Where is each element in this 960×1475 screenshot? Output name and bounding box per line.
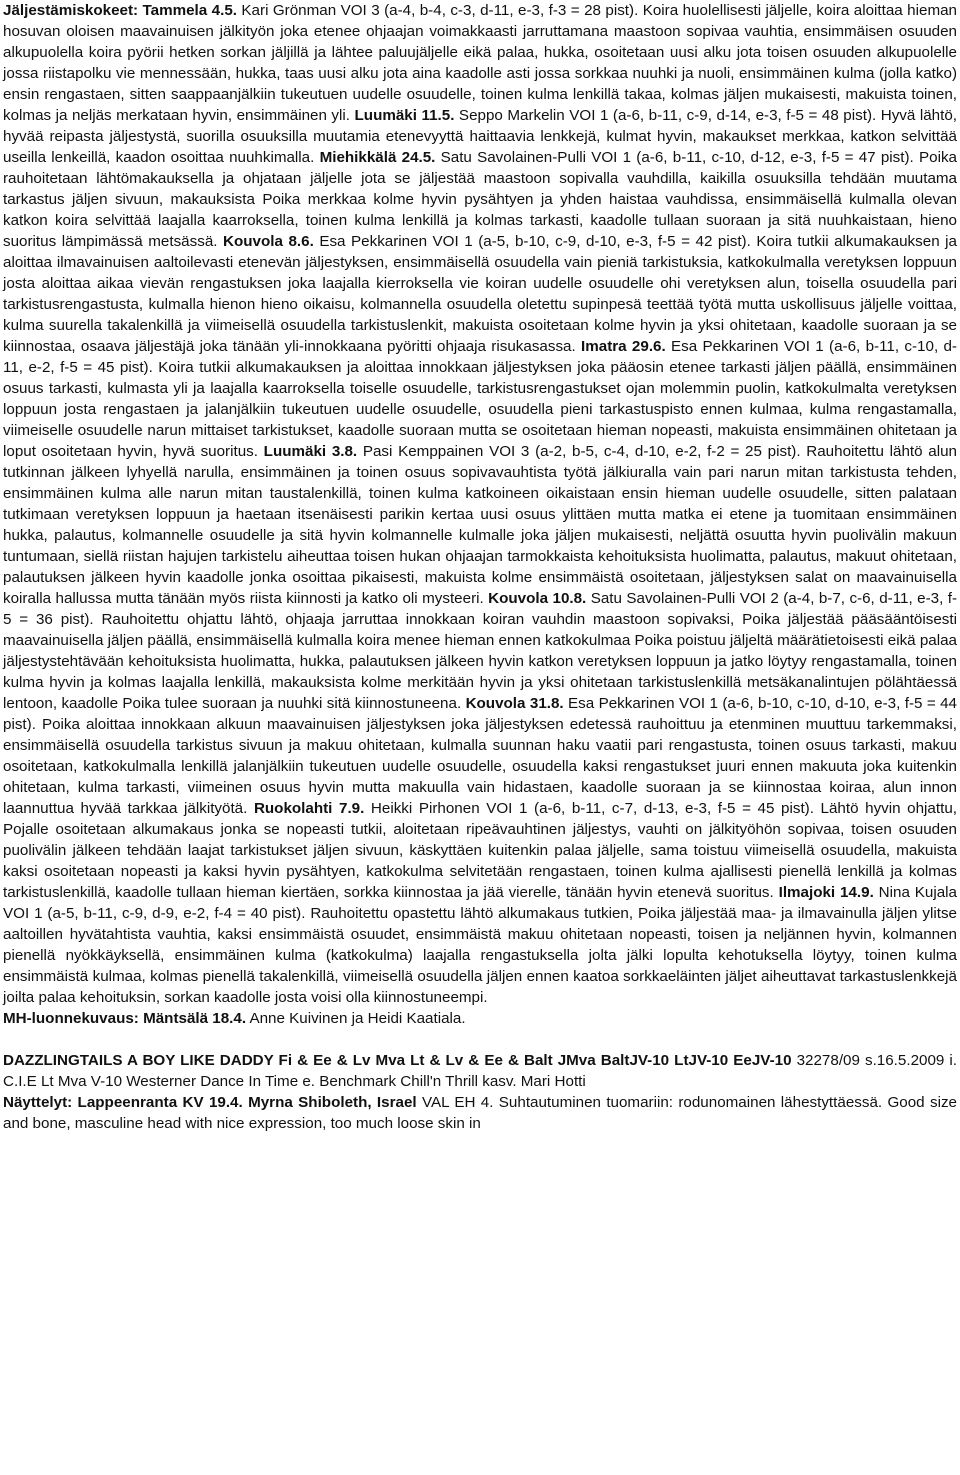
bold-heading-run: Ilmajoki 14.9. (778, 884, 874, 901)
text-run: Nina Kujala VOI 1 (a-5, b-11, c-9, d-9, e-2, f-4 = 40 pist). Rauhoitettu opastettu lähtö alkumakaus tutkien, Poika jäljestää maa- ja ilmavainulla jäljen ylitse aaltoillen hyvätahtista vauhtia, kaksi ensimmäistä osuudet, ensimmäistä makuu ohitetaan nopeasti, toisen ja neljännen hyvin, kolmannen pienellä nyökkäyksellä, ensimmäinen kulma (katkokulma) laajalla rengastuksella jolta jälki lopulta kehotuksella löytyy, toinen kulma ensimmäistä kulmaa, kolmas pienellä takalenkillä, viimeisellä osuudella jäljen ennen kaatoa sorkkaeläinten jäljet aiheuttavat tarkastuslenkkejä joilta palaa kehoituksin, sorkan kaadolle josta voisi olla kiinnostuneempi. (3, 884, 957, 1006)
bold-heading-run: Luumäki 11.5. (354, 107, 455, 124)
trial-results-paragraph (3, 0, 957, 1008)
text-run: Pasi Kemppainen VOI 3 (a-2, b-5, c-4, d-10, e-2, f-2 = 25 pist). Rauhoitettu lähtö alun tutkinnan jälkeen lyhyellä narulla, ensimmäinen ja toinen osuus sopivavauhtista työtä jälkiuralla vain pari narun mitan tarkistusta tehden, ensimmäinen kulma alle narun mitan taustalenkillä, toinen kulma katkoineen oikaistaan ensin hieman uudelle osuudelle, sitten palataan tutkimaan veretyksen loppuun ja haetaan itsenäisesti parikin kertaa uusi osuus ylittäen mutta matka ei etene ja tuomitaan ensimmäinen hukka, palautus, kolmannelle osuudelle ja sitä hyvin kolmannelle kulmalle joka jäljen mukaisesti, neljättä osuutta hyvin puolivälin makuun tuntumaan, siellä riistan hajujen tarkistelu aiheuttaa toisen hukan ohjaajan tarmokkaista kehoituksista huolimatta, palautus, makuut ohitetaan, palautuksen jälkeen hyvin kaadolle jonka osoittaa pikaisesti, makuista kolme ensimmäistä osoitetaan, jäljestyksen salat on maavainuisella koiralla hallussa mutta tänään myös riista kiinnosti ja katko oli mysteeri. (3, 443, 957, 607)
text-run: 32278/09 s.16.5.2009 i. C.I.E Lt Mva V-10 Westerner Dance In Time e. Benchmark Chill'n Thrill kasv. Mari Hotti (3, 1052, 957, 1090)
text-run: Satu Savolainen-Pulli VOI 1 (a-6, b-11, c-10, d-12, e-3, f-5 = 47 pist). Poika rauhoitetaan lähtömakauksella ja ohjataan jäljelle jota se jäljestää maastoon sopivalla vauhdilla, kaikilla osuuksilla tehdään muutama tarkastus jäljen sivuun, makauksista Poika merkkaa kolme hyvin pysähtyen ja yhden haistaa vauhdissa, ensimmäisellä kulmalla olevan katkon koira selvittää laajalla kaarroksella, toinen kulma lenkillä ja kolmas tarkasti, kaadolle tullaan suoraan ja sitä nuuhkaistaan, hieno suoritus lämpimässä metsässä. (3, 149, 957, 250)
text-run: VAL EH 4. Suhtautuminen tuomariin: rodunomainen lähestyttäessä. Good size and bone, masculine head with nice expression, too much loose skin in (3, 1094, 957, 1132)
text-run: Kari Grönman VOI 3 (a-4, b-4, c-3, d-11, e-3, f-3 = 28 pist). Koira huolellisesti jäljelle, koira aloittaa hieman hosuvan oloisen maavainuisen jälkityön joka etenee ohjaajan voimakkaasti jarruttamana maastoon sopivaa vauhtia, ensimmäisen osuuden alkupuolella koira pyörii hetken sorkan jäljillä ja lähtee paluujäljelle eikä palaa, hukka, osoitetaan uusi alku jota toisen osuuden alkupuolelle jossa riistapolku vie mennessään, hukka, taas uusi alku jota aina kaadolle asti jossa sorkkaa nuuhki ja nuoli, ensimmäinen kulma (jolla katko) ensin rengastaen, sitten saappaanjälkiin tukeutuen uudelle osuudelle, toinen kulma lenkillä takaa, kolmas jäljen mukaisesti, makuista toinen, kolmas ja neljäs merkataan hyvin, ensimmäinen yli. (3, 2, 957, 124)
bold-heading-run: Imatra 29.6. (581, 338, 666, 355)
text-run: Esa Pekkarinen VOI 1 (a-6, b-10, c-10, d-10, e-3, f-5 = 44 pist). Poika aloittaa innokkaan alkuun maavainuisen jäljestyksen joka jäljestyksen edetessä rauhoittuu ja etenminen muuttuu tarkemmaksi, ensimmäisellä osuudella tarkistus sivuun ja makuu ohitetaan, kulmalla suunnan haku vaatii pari rengastusta, toinen osuus tarkasti, makuu osoitetaan, katkokulmalla lenkillä jalanjälkiin tukeutuen uudelle osuudelle, osuudella kaksi rengastukset juuri ennen makuuta joka kuitenkin ohitetaan, kulma tarkasti, viimeinen osuus hyvin mutta makuulla vain hidastaen, kaadolle suoraan ja se kiinnostaa koiraa, alun innon laannuttua hyvää tarkkaa jälkityötä. (3, 695, 957, 817)
text-run: Heikki Pirhonen VOI 1 (a-6, b-11, c-7, d-13, e-3, f-5 = 45 pist). Lähtö hyvin ohjattu, Pojalle osoitetaan alkumakaus jonka se nopeasti tutkii, aloitetaan ripeävauhtinen jäljestys, vauhti on jälkityöhön sopivaa, toisen osuuden puolivälin jälkeen tehdään laajat tarkistukset jäljen sivuun, käskyttäen kuitenkin palaa jäljelle, sama toistuu viimeisellä osuudella, makuista kaksi osoitetaan nopeasti ja kaksi hyvin pysähtyen, katkokulma selvitetään rengastaen, toinen kulma ajallisesti pienellä lenkillä ja kolmas tarkistuslenkillä, kaadolle tullaan hieman kiertäen, sorkka kiinnostaa ja jää vierelle, tänään hyvin etenevä suoritus. (3, 800, 957, 901)
bold-heading-run: Kouvola 10.8. (488, 590, 587, 607)
text-run: Esa Pekkarinen VOI 1 (a-5, b-10, c-9, d-10, e-3, f-5 = 42 pist). Koira tutkii alkumakauksen ja aloittaa ilmavainuisen aaltoilevasti etenevän jäljestyksen, ensimmäisellä osuudella vain pieniä tarkistuksia, katkokulmalla veretyksen loppuun josta aloittaa aikaa vievän rengastuksen joka laajalla kierroksella vie koiran uudelle osuudelle ohi veretyksen alun, toisella osuudella pari tarkistusrengastusta, kulmalla hienon hieno oikaisu, kolmannella osuudella oletettu supinpesä teettää työtä mutta uskollisuus jäljelle voittaa, kulma suurella takalenkillä ja viimeisellä osuudella tarkistuslenkit, makuista osoitetaan kolme hyvin ja yksi ohitetaan, kaadolle suoraan ja se kiinnostaa, osaava jäljestäjä joka tänään yli-innokkaana pyöritti ohjaaja risukasassa. (3, 233, 957, 355)
bold-heading-run: Luumäki 3.8. (263, 443, 358, 460)
bold-heading-run: Jäljestämiskokeet: Tammela 4.5. (3, 2, 237, 19)
text-run: Seppo Markelin VOI 1 (a-6, b-11, c-9, d-14, e-3, f-5 = 48 pist). Hyvä lähtö, hyvää reipasta jäljestystä, suorilla osuuksilla muutamia etenevyyttä haittaavia lenkkejä, kulmat hyvin, makaukset merkkaa, katkon selvittää useilla lenkeillä, kaadon osoittaa nuuhkimalla. (3, 107, 957, 166)
bold-heading-run: Näyttelyt: Lappeenranta KV 19.4. Myrna Shiboleth, Israel (3, 1094, 417, 1111)
bold-heading-run: Kouvola 8.6. (223, 233, 314, 250)
bold-heading-run: MH-luonnekuvaus: Mäntsälä 18.4. (3, 1010, 247, 1027)
text-run: Satu Savolainen-Pulli VOI 2 (a-4, b-7, c-6, d-11, e-3, f-5 = 36 pist). Rauhoitettu ohjattu lähtö, ohjaaja jarruttaa innokkaan koiran vauhdin maastoon sopivaksi, Poika jäljestää pääsääntöisesti maavainuisella jäljen päällä, ensimmäisellä kulmalla koira menee hieman ennen katkokulmaa Poika poistuu jäljeltä määrätietoisesti eikä palaa jäljestystehtävään kehoituksista huolimatta, hukka, palautuksen jälkeen hyvin katkon veretyksen loppuun ja jatko löytyy rengastamalla, toinen kulma hyvin ja kolmas laajalla lenkillä, makauksista kolme merkitään hyvin ja yksi ohitetaan tarkistuslenkillä metsäkanalintujen pölähtäessä lentoon, kaadolle Poika tulee suoraan ja nuuhki sitä kiinnostuneena. (3, 590, 957, 712)
bold-heading-run: DAZZLINGTAILS A BOY LIKE DADDY Fi & Ee & Lv Mva Lt & Lv & Ee & Balt JMva BaltJV-10 LtJV-10 EeJV-10 (3, 1052, 792, 1069)
character-assessment-line (3, 1008, 957, 1029)
text-run: Esa Pekkarinen VOI 1 (a-6, b-11, c-10, d-11, e-2, f-5 = 45 pist). Koira tutkii alkumakauksen ja aloittaa innokkaan jäljestyksen joka pääosin etenee tarkasti jäljen päällä, ensimmäinen osuus tarkasti, kulmasta yli ja laajalla kaarroksella toiselle osuudelle, tarkistusrengastukset ojan molemmin puolin, katkokulmalta veretyksen loppuun josta rengastaen ja jalanjälkiin tukeutuen uudelle osuudelle, osuudella pieni tarkastuspisto ennen kulmaa, kulma rengastamalla, viimeiselle osuudelle narun mittaiset tarkistukset, kaadolle suoraan mutta se osoitetaan hieman nopeasti, makuista ensimmäinen ohitetaan ja loput osoitetaan hyvin, hyvä suoritus. (3, 338, 957, 460)
text-run: Anne Kuivinen ja Heidi Kaatiala. (246, 1010, 466, 1027)
paragraph-gap (3, 1029, 957, 1050)
show-results-paragraph (3, 1092, 957, 1134)
bold-heading-run: Miehikkälä 24.5. (319, 149, 436, 166)
bold-heading-run: Kouvola 31.8. (465, 695, 564, 712)
bold-heading-run: Ruokolahti 7.9. (253, 800, 365, 817)
dog-registration-entry (3, 1050, 957, 1092)
